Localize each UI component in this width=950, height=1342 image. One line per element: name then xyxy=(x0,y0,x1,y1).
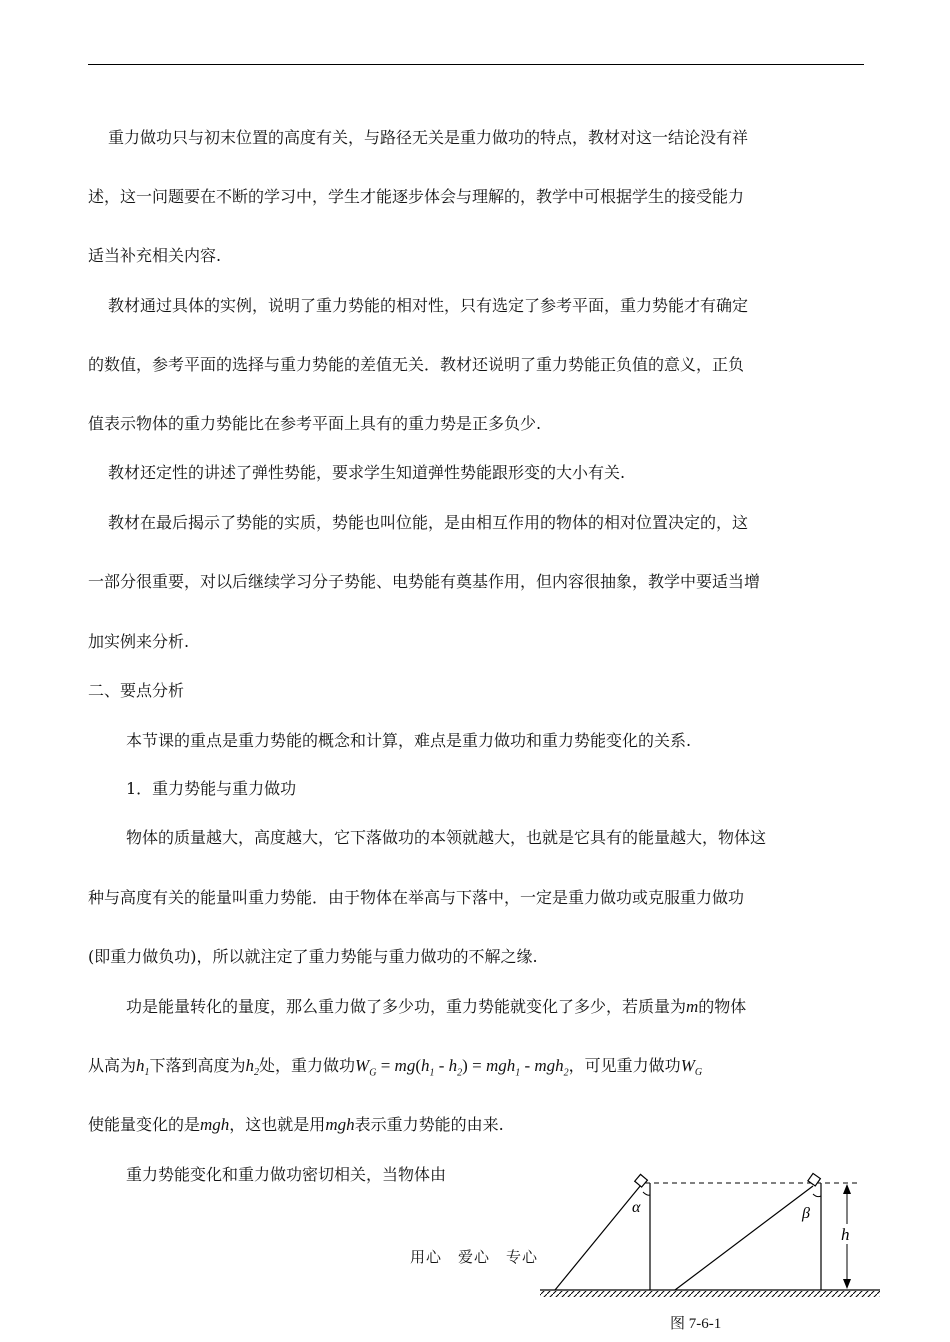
subsection-p1-line-2: 种与高度有关的能量叫重力势能．由于物体在举高与下落中，一定是重力做功或克服重力做功 xyxy=(88,888,745,907)
height-arrow-down xyxy=(843,1279,851,1289)
paragraph-4-line-1: 教材在最后揭示了势能的实质，势能也叫位能，是由相互作用的物体的相对位置决定的，这 xyxy=(108,513,749,532)
page-footer: 用心 爱心 专心 xyxy=(410,1248,539,1266)
height-arrow-up xyxy=(843,1184,851,1194)
paragraph-2-line-3: 值表示物体的重力势能比在参考平面上具有的重力势是正多负少. xyxy=(88,414,542,433)
subsection-p3-line-1: 重力势能变化和重力做功密切相关，当物体由 xyxy=(126,1165,447,1184)
var-m: m xyxy=(686,997,699,1016)
subsection-p2-line-2: 从高为$h_1$下落到高度为$h_2$处，重力做功$W_G = mg(h_1 - h_2) = mgh_1 - mgh_2$，可见重力做功$W_G$ xyxy=(88,1056,703,1079)
formula: $W_G = mg(h_1 - h_2) = mgh_1 - mgh_2$ xyxy=(355,1056,569,1079)
paragraph-1-line-1: 重力做功只与初末位置的高度有关，与路径无关是重力做功的特点，教材对这一结论没有祥 xyxy=(108,128,749,147)
incline-1 xyxy=(555,1185,641,1290)
block-2 xyxy=(808,1173,821,1186)
paragraph-1-line-3: 适当补充相关内容. xyxy=(88,246,222,265)
paragraph-4-line-2: 一部分很重要，对以后继续学习分子势能、电势能有奠基作用，但内容很抽象，教学中要适当增 xyxy=(88,572,761,591)
subsection-p2-line-1: 功是能量转化的量度，那么重力做了多少功，重力势能就变化了多少，若质量为m的物体 xyxy=(126,997,747,1016)
angle-beta-label: β xyxy=(802,1205,810,1222)
angle-beta-arc xyxy=(813,1194,821,1197)
section-heading: 二、要点分析 xyxy=(88,681,185,700)
subsection-p1-line-1: 物体的质量越大，高度越大，它下落做功的本领就越大，也就是它具有的能量越大，物体这 xyxy=(126,828,767,847)
subsection-p1-line-3: (即重力做负功)，所以就注定了重力势能与重力做功的不解之缘. xyxy=(88,947,538,966)
paragraph-1-line-2: 述，这一问题要在不断的学习中，学生才能逐步体会与理解的，教学中可根据学生的接受能力 xyxy=(88,187,745,206)
block-1 xyxy=(635,1174,648,1187)
section-intro: 本节课的重点是重力势能的概念和计算，难点是重力做功和重力势能变化的关系. xyxy=(126,731,692,750)
ground-hatch xyxy=(540,1291,880,1297)
paragraph-3-line-1: 教材还定性的讲述了弹性势能，要求学生知道弹性势能跟形变的大小有关. xyxy=(108,463,626,482)
paragraph-2-line-1: 教材通过具体的实例，说明了重力势能的相对性，只有选定了参考平面，重力势能才有确定 xyxy=(108,296,749,315)
header-rule xyxy=(88,64,864,65)
paragraph-2-line-2: 的数值，参考平面的选择与重力势能的差值无关．教材还说明了重力势能正负值的意义，正负 xyxy=(88,355,745,374)
paragraph-4-line-3: 加实例来分析. xyxy=(88,632,190,651)
height-label: h xyxy=(841,1225,850,1244)
angle-alpha-arc xyxy=(643,1192,650,1195)
incline-2 xyxy=(675,1186,813,1290)
figure-caption: 图 7-6-1 xyxy=(670,1316,722,1332)
subsection-p2-line-3: 使能量变化的是mgh，这也就是用mgh表示重力势能的由来. xyxy=(88,1115,504,1134)
figure-inclines xyxy=(535,1168,885,1308)
subsection-title: 1．重力势能与重力做功 xyxy=(126,779,297,798)
angle-alpha-label: α xyxy=(632,1199,641,1216)
